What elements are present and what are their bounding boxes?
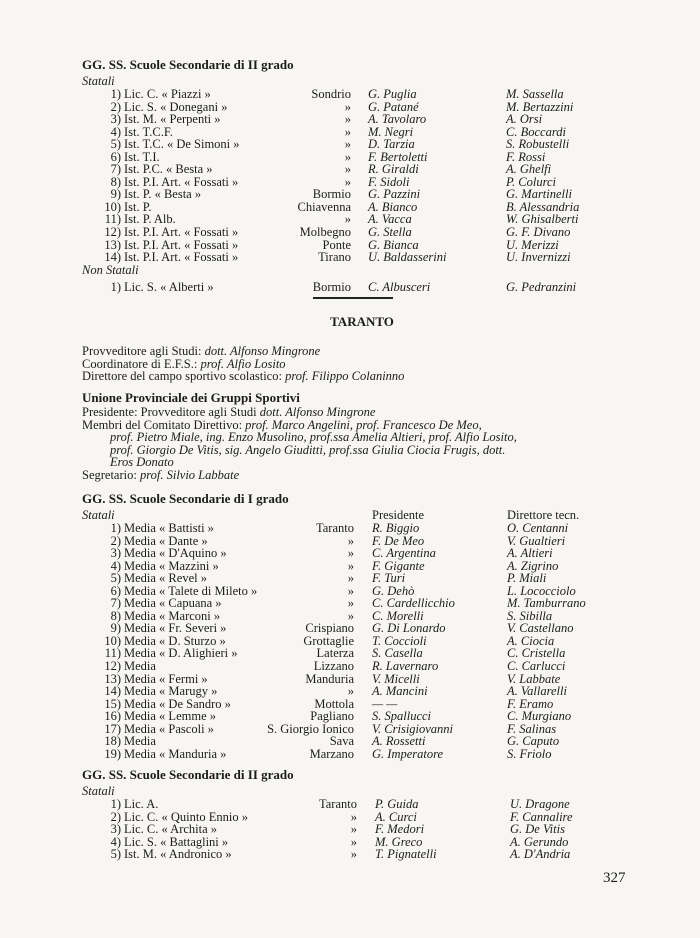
section-heading: GG. SS. Scuole Secondarie di II grado <box>82 767 294 782</box>
presidente-name: G. Patané <box>368 99 419 114</box>
direttore-name: A. Ghelfi <box>506 162 552 177</box>
school-name: Ist. P.I. Art. « Fossati » <box>124 250 239 265</box>
taranto-secondary-2-section <box>82 767 642 861</box>
table-row <box>82 748 642 761</box>
membri-names: prof. Giorgio De Vitis, sig. Angelo Giuditti, prof.ssa Giulia Ciocia Frugis, dott. <box>110 442 506 457</box>
presidente-name: V. Micelli <box>372 671 420 686</box>
row-number: 4) <box>110 124 121 139</box>
presidente-name: V. Crisigiovanni <box>372 721 454 736</box>
city-name: » <box>347 546 354 561</box>
presidente-name: R. Lavernaro <box>372 659 439 674</box>
row-number: 14) <box>104 684 121 699</box>
school-name: Media « Manduria » <box>124 746 227 761</box>
school-name: Lic. S. « Battaglini » <box>124 834 229 849</box>
presidente-name: F. Medori <box>375 822 425 837</box>
official-label: Direttore del campo sportivo scolastico: <box>82 369 286 384</box>
direttore-name: C. Murgiano <box>507 709 572 724</box>
row-number: 6) <box>110 583 121 598</box>
row-number: 5) <box>110 137 121 152</box>
segretario-label: Segretario: <box>82 467 140 482</box>
direttore-name: A. Ciocia <box>507 633 555 648</box>
school-name: Ist. P.I. Art. « Fossati » <box>124 237 239 252</box>
presidente-name: G. Puglia <box>368 87 417 101</box>
presidente-name: — — <box>372 696 398 711</box>
presidente-name: A. Vacca <box>368 212 412 227</box>
school-name: Ist. P. « Besta » <box>124 187 202 202</box>
row-number: 14) <box>104 250 121 265</box>
direttore-name: G. Caputo <box>507 734 560 749</box>
row-number: 4) <box>110 834 121 849</box>
presidente-name: S. Casella <box>372 646 423 661</box>
official-name: prof. Alfio Losito <box>200 356 286 371</box>
school-name: Lic. S. « Donegani » <box>124 99 228 114</box>
city-name: Bormio <box>312 279 351 294</box>
row-number: 3) <box>110 112 121 127</box>
direttore-name: G. De Vitis <box>510 822 565 837</box>
direttore-name: U. Dragone <box>510 797 570 811</box>
section-heading: GG. SS. Scuole Secondarie di I grado <box>82 491 289 506</box>
school-name: Ist. T.C. « De Simoni » <box>124 137 240 152</box>
school-name: Lic. C. « Piazzi » <box>124 87 211 101</box>
school-name: Media « Battisti » <box>124 521 214 535</box>
city-name: » <box>344 162 351 177</box>
direttore-name: M. Sassella <box>506 87 564 101</box>
city-name: » <box>344 212 351 227</box>
city-name: » <box>344 174 351 189</box>
direttore-name: A. Orsi <box>506 112 543 127</box>
direttore-name: F. Salinas <box>507 721 557 736</box>
school-name: Ist. P.C. « Besta » <box>124 162 213 177</box>
city-name: Molbegno <box>299 225 351 240</box>
school-name: Media « Lemme » <box>124 709 216 724</box>
membri-names: prof. Pietro Miale, ing. Enzo Musolino, prof.ssa Amelia Altieri, prof. Alfio Losito, <box>110 430 517 445</box>
presidente-name: M. Greco <box>375 834 423 849</box>
presidente-name: F. De Meo <box>372 533 425 548</box>
school-name: Ist. P.I. Art. « Fossati » <box>124 225 239 240</box>
direttore-name: V. Gualtieri <box>507 533 566 548</box>
city-name: » <box>344 137 351 152</box>
sondrio-statali-list <box>82 88 642 264</box>
row-number: 18) <box>104 734 121 749</box>
city-name: » <box>347 571 354 586</box>
table-row <box>82 710 642 723</box>
direttore-name: P. Miali <box>507 571 547 586</box>
city-name: Bormio <box>312 187 351 202</box>
school-name: Ist. T.C.F. <box>124 124 173 139</box>
city-name: Grottaglie <box>303 633 354 648</box>
presidente-name: A. Rossetti <box>372 734 426 749</box>
direttore-name: U. Invernizzi <box>506 250 571 265</box>
table-row <box>82 163 642 176</box>
city-name: » <box>350 834 357 849</box>
official-name: dott. Alfonso Mingrone <box>204 344 321 358</box>
table-row <box>82 660 642 673</box>
direttore-name: M. Tamburrano <box>507 596 586 611</box>
row-number: 17) <box>104 721 121 736</box>
table-row <box>82 572 642 585</box>
presidente-name: G. Stella <box>368 225 412 240</box>
school-name: Media « Dante » <box>124 533 208 548</box>
direttore-name: L. Lococciolo <box>507 583 576 598</box>
taranto-secondary-1-list <box>82 522 642 760</box>
city-name: » <box>344 99 351 114</box>
school-name: Lic. A. <box>124 797 159 811</box>
row-number: 2) <box>110 99 121 114</box>
direttore-name: B. Alessandria <box>506 199 580 214</box>
presidente-name: G. Pazzini <box>368 187 421 202</box>
city-name: » <box>350 847 357 862</box>
city-name: » <box>347 558 354 573</box>
school-name: Media « De Sandro » <box>124 696 231 711</box>
city-name: » <box>347 533 354 548</box>
presidente-name: M. Negri <box>368 124 414 139</box>
city-name: Sondrio <box>311 87 351 101</box>
statali-label: Statali <box>82 784 115 798</box>
table-row <box>82 685 642 698</box>
statali-label: Statali <box>82 508 115 522</box>
row-number: 3) <box>110 546 121 561</box>
presidente-name: A. Mancini <box>372 684 428 699</box>
school-name: Media « Fermi » <box>124 671 208 686</box>
row-number: 12) <box>104 225 121 240</box>
school-name: Media « Revel » <box>124 571 207 586</box>
direttore-name: G. Pedranzini <box>506 279 577 294</box>
direttore-name: U. Merizzi <box>506 237 559 252</box>
presidente-name: C. Argentina <box>372 546 436 561</box>
table-row <box>82 113 642 126</box>
city-name: Pagliano <box>310 709 354 724</box>
row-number: 13) <box>104 237 121 252</box>
presidente-name: R. Giraldi <box>368 162 419 177</box>
presidente-name: dott. Alfonso Mingrone <box>259 405 376 419</box>
direttore-name: A. Gerundo <box>510 834 569 849</box>
city-name: » <box>344 149 351 164</box>
table-row <box>82 88 642 101</box>
direttore-name: C. Boccardi <box>506 124 566 139</box>
row-number: 10) <box>104 633 121 648</box>
membri-names: prof. Marco Angelini, prof. Francesco De Meo, <box>245 417 482 432</box>
row-number: 3) <box>110 822 121 837</box>
table-row <box>82 251 642 264</box>
city-name: Chiavenna <box>297 199 351 214</box>
union-heading: Unione Provinciale dei Gruppi Sportivi <box>82 390 300 405</box>
direttore-name: C. Cristella <box>507 646 566 661</box>
direttore-name: G. Martinelli <box>506 187 572 202</box>
school-name: Media « D'Aquino » <box>124 546 227 561</box>
row-number: 2) <box>110 533 121 548</box>
city-name: Laterza <box>316 646 354 661</box>
row-number: 8) <box>110 608 121 623</box>
city-name: » <box>347 583 354 598</box>
presidente-name: A. Tavolaro <box>368 112 427 127</box>
school-name: Media <box>124 734 156 749</box>
presidente-name: D. Tarzia <box>368 137 415 152</box>
school-name: Media « Marugy » <box>124 684 218 699</box>
presidente-name: U. Baldasserini <box>368 250 447 265</box>
segretario-line <box>82 469 642 482</box>
official-name: prof. Filippo Colaninno <box>285 369 405 384</box>
row-number: 6) <box>110 149 121 164</box>
row-number: 12) <box>104 659 121 674</box>
school-name: Lic. C. « Quinto Ennio » <box>124 809 248 824</box>
presidente-name: G. Imperatore <box>372 746 444 761</box>
page-number: 327 <box>603 870 626 886</box>
table-row <box>82 281 642 294</box>
school-name: Lic. C. « Archita » <box>124 822 218 837</box>
sondrio-non-statali-list <box>82 281 642 294</box>
table-row <box>82 226 642 239</box>
city-name: Tirano <box>318 250 351 265</box>
school-name: Media « Pascoli » <box>124 721 214 736</box>
city-name: Mottola <box>314 696 354 711</box>
direttore-name: W. Ghisalberti <box>506 212 579 227</box>
direttore-name: S. Friolo <box>507 746 552 761</box>
section-heading: GG. SS. Scuole Secondarie di II grado <box>82 57 294 72</box>
direttore-name: G. F. Divano <box>506 225 571 240</box>
presidente-name: G. Dehò <box>372 583 415 598</box>
direttore-name: A. Altieri <box>507 546 553 561</box>
union-block <box>82 390 642 482</box>
col-direttore: Direttore tecn. <box>507 508 580 522</box>
official-label: Provveditore agli Studi: <box>82 344 205 358</box>
direttore-name: A. Vallarelli <box>507 684 567 699</box>
membri-label: Membri del Comitato Direttivo: <box>82 417 246 432</box>
membri-names: Eros Donato <box>110 455 174 470</box>
city-name: Taranto <box>319 797 357 811</box>
city-name: » <box>344 124 351 139</box>
row-number: 7) <box>110 596 121 611</box>
school-name: Media « Mazzini » <box>124 558 219 573</box>
table-row <box>82 522 642 535</box>
school-name: Ist. P. <box>124 199 152 214</box>
presidente-name: A. Bianco <box>368 199 418 214</box>
row-number: 19) <box>104 746 121 761</box>
school-name: Media « Capuana » <box>124 596 222 611</box>
presidente-name: F. Sidoli <box>368 174 410 189</box>
presidente-name: P. Guida <box>375 797 419 811</box>
school-name: Media « Fr. Severi » <box>124 621 227 636</box>
officials-block <box>82 345 642 383</box>
row-number: 9) <box>110 621 121 636</box>
direttore-name: V. Castellano <box>507 621 574 636</box>
row-number: 9) <box>110 187 121 202</box>
official-label: Coordinatore di E.F.S.: <box>82 356 201 371</box>
city-name: » <box>350 809 357 824</box>
statali-label: Statali <box>82 74 115 88</box>
section-divider <box>313 297 393 299</box>
school-name: Ist. M. « Perpenti » <box>124 112 221 127</box>
school-name: Lic. S. « Alberti » <box>124 279 214 294</box>
direttore-name: F. Cannalire <box>510 809 573 824</box>
presidente-name: C. Cardellicchio <box>372 596 455 611</box>
city-name: » <box>347 596 354 611</box>
sondrio-secondary-2-section <box>82 57 642 293</box>
city-name: Taranto <box>316 521 354 535</box>
school-name: Media <box>124 659 156 674</box>
row-number: 8) <box>110 174 121 189</box>
presidente-name: T. Pignatelli <box>375 847 437 862</box>
table-row <box>82 848 642 861</box>
presidente-name: A. Curci <box>375 809 417 824</box>
presidente-name: S. Spallucci <box>372 709 432 724</box>
city-name: Sava <box>329 734 354 749</box>
row-number: 1) <box>110 797 121 811</box>
row-number: 2) <box>110 809 121 824</box>
row-number: 4) <box>110 558 121 573</box>
row-number: 7) <box>110 162 121 177</box>
table-row <box>82 547 642 560</box>
table-row <box>82 138 642 151</box>
city-name: » <box>347 608 354 623</box>
city-name: Manduria <box>305 671 354 686</box>
taranto-secondary-1-section <box>82 491 642 760</box>
presidente-name: F. Gigante <box>372 558 425 573</box>
direttore-name: O. Centanni <box>507 521 569 535</box>
presidente-name: C. Albusceri <box>368 279 431 294</box>
school-name: Media « D. Alighieri » <box>124 646 238 661</box>
row-number: 5) <box>110 847 121 862</box>
segretario-name: prof. Silvio Labbate <box>139 467 240 482</box>
school-name: Ist. T.I. <box>124 149 160 164</box>
col-presidente: Presidente <box>372 508 425 522</box>
school-name: Media « Marconi » <box>124 608 221 623</box>
table-row <box>82 735 642 748</box>
row-number: 15) <box>104 696 121 711</box>
direttore-name: F. Rossi <box>506 149 546 164</box>
presidente-name: T. Coccioli <box>372 633 427 648</box>
city-name: Marzano <box>309 746 354 761</box>
direttore-name: A. Zigrino <box>507 558 559 573</box>
row-number: 10) <box>104 199 121 214</box>
school-name: Media « Talete di Mileto » <box>124 583 258 598</box>
taranto-secondary-2-list <box>82 798 642 861</box>
direttore-name: M. Bertazzini <box>506 99 574 114</box>
table-row <box>82 823 642 836</box>
city-name: » <box>347 684 354 699</box>
table-row <box>82 798 642 811</box>
row-number: 11) <box>104 646 121 661</box>
table-row <box>82 597 642 610</box>
row-number: 1) <box>110 87 121 101</box>
presidente-label: Presidente: Provveditore agli Studi <box>82 405 260 419</box>
presidente-name: C. Morelli <box>372 608 424 623</box>
row-number: 1) <box>110 279 121 294</box>
non-statali-label: Non Statali <box>82 262 139 277</box>
city-name: Lizzano <box>313 659 354 674</box>
school-name: Ist. P. Alb. <box>124 212 176 227</box>
row-number: 16) <box>104 709 121 724</box>
direttore-name: A. D'Andria <box>510 847 571 862</box>
direttore-name: V. Labbate <box>507 671 561 686</box>
direttore-name: P. Colurci <box>506 174 557 189</box>
direttore-name: F. Eramo <box>507 696 554 711</box>
province-title: TARANTO <box>330 314 394 329</box>
direttore-name: S. Robustelli <box>506 137 570 152</box>
official-line <box>82 370 642 383</box>
city-name: » <box>350 822 357 837</box>
school-name: Ist. P.I. Art. « Fossati » <box>124 174 239 189</box>
row-number: 1) <box>110 521 121 535</box>
city-name: » <box>344 112 351 127</box>
presidente-name: G. Di Lonardo <box>372 621 446 636</box>
city-name: S. Giorgio Ionico <box>267 721 354 736</box>
direttore-name: C. Carlucci <box>507 659 566 674</box>
city-name: Ponte <box>322 237 351 252</box>
row-number: 13) <box>104 671 121 686</box>
school-name: Media « D. Sturzo » <box>124 633 226 648</box>
presidente-name: F. Turi <box>372 571 406 586</box>
direttore-name: S. Sibilla <box>507 608 553 623</box>
presidente-name: F. Bertoletti <box>368 149 428 164</box>
row-number: 5) <box>110 571 121 586</box>
presidente-name: G. Bianca <box>368 237 419 252</box>
city-name: Crispiano <box>305 621 354 636</box>
presidente-name: R. Biggio <box>372 521 420 535</box>
row-number: 11) <box>104 212 121 227</box>
school-name: Ist. M. « Andronico » <box>124 847 232 862</box>
